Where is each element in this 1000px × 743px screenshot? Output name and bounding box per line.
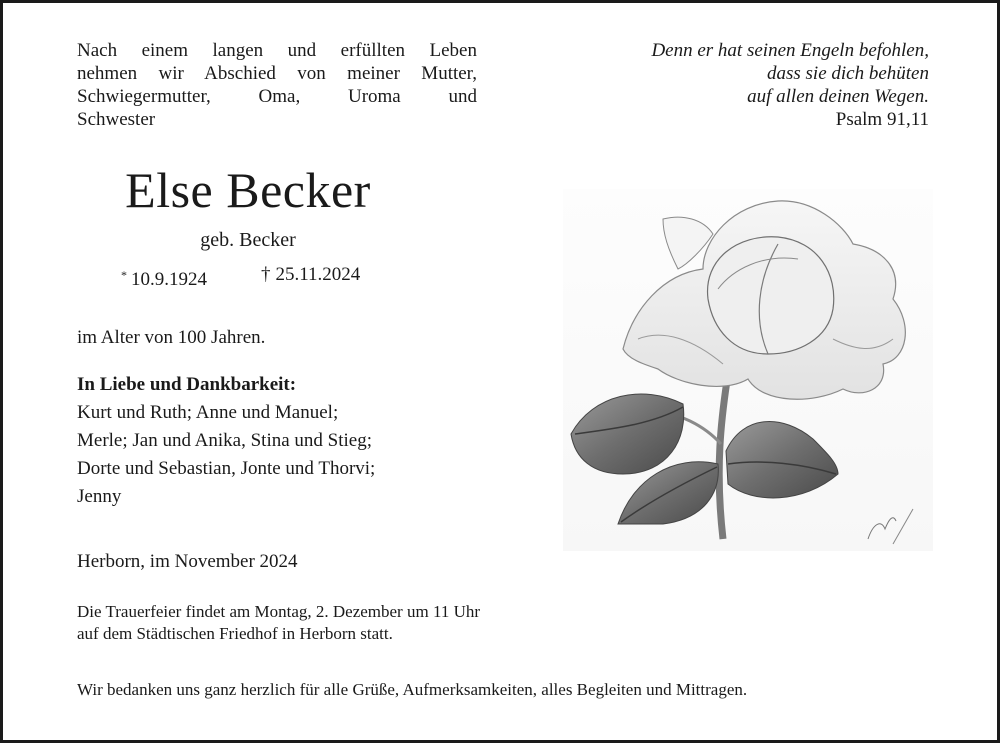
age-text: im Alter von 100 Jahren. — [77, 327, 266, 348]
death-date: 25.11.2024 — [275, 264, 361, 285]
verse-line: Denn er hat seinen Engeln befohlen, — [651, 40, 929, 61]
bible-verse — [569, 39, 929, 131]
birth-date-group — [121, 262, 207, 293]
service-line: Die Trauerfeier findet am Montag, 2. Dezember um 11 Uhr — [77, 602, 481, 621]
funeral-service-info — [77, 601, 677, 645]
birth-date: 10.9.1924 — [131, 269, 207, 290]
intro-text — [77, 39, 477, 131]
verse-reference: Psalm 91,11 — [835, 109, 929, 130]
mourners-line: Merle; Jan und Anika, Stina und Stieg; — [77, 430, 373, 451]
thanks-text: Wir bedanken uns ganz herzlich für alle Grüße, Aufmerksamkeiten, alles Begleiten und Mittragen. — [77, 680, 748, 699]
mourners-line: Jenny — [77, 486, 122, 507]
rose-drawing-image — [563, 189, 933, 551]
place-and-date: Herborn, im November 2024 — [77, 551, 298, 572]
verse-line: auf allen deinen Wegen. — [747, 86, 929, 107]
death-cross-icon: † — [261, 264, 271, 285]
mourners-line: Dorte und Sebastian, Jonte und Thorvi; — [77, 458, 376, 479]
deceased-name: Else Becker — [125, 162, 371, 218]
verse-line: dass sie dich behüten — [766, 63, 929, 84]
intro-line: Nach einem langen und erfüllten Leben — [77, 40, 477, 61]
maiden-name: geb. Becker — [200, 229, 296, 251]
birth-star-icon: * — [121, 268, 127, 282]
intro-line: Schwester — [77, 109, 156, 130]
mourners-heading: In Liebe und Dankbarkeit: — [77, 374, 297, 395]
service-line: auf dem Städtischen Friedhof in Herborn statt. — [77, 624, 393, 643]
intro-line: Schwiegermutter, Oma, Uroma und — [77, 86, 477, 107]
mourners-line: Kurt und Ruth; Anne und Manuel; — [77, 402, 339, 423]
intro-line: nehmen wir Abschied von meiner Mutter, — [77, 63, 477, 84]
mourners-list — [77, 371, 497, 511]
rose-icon — [563, 189, 933, 551]
death-date-group — [261, 262, 360, 288]
